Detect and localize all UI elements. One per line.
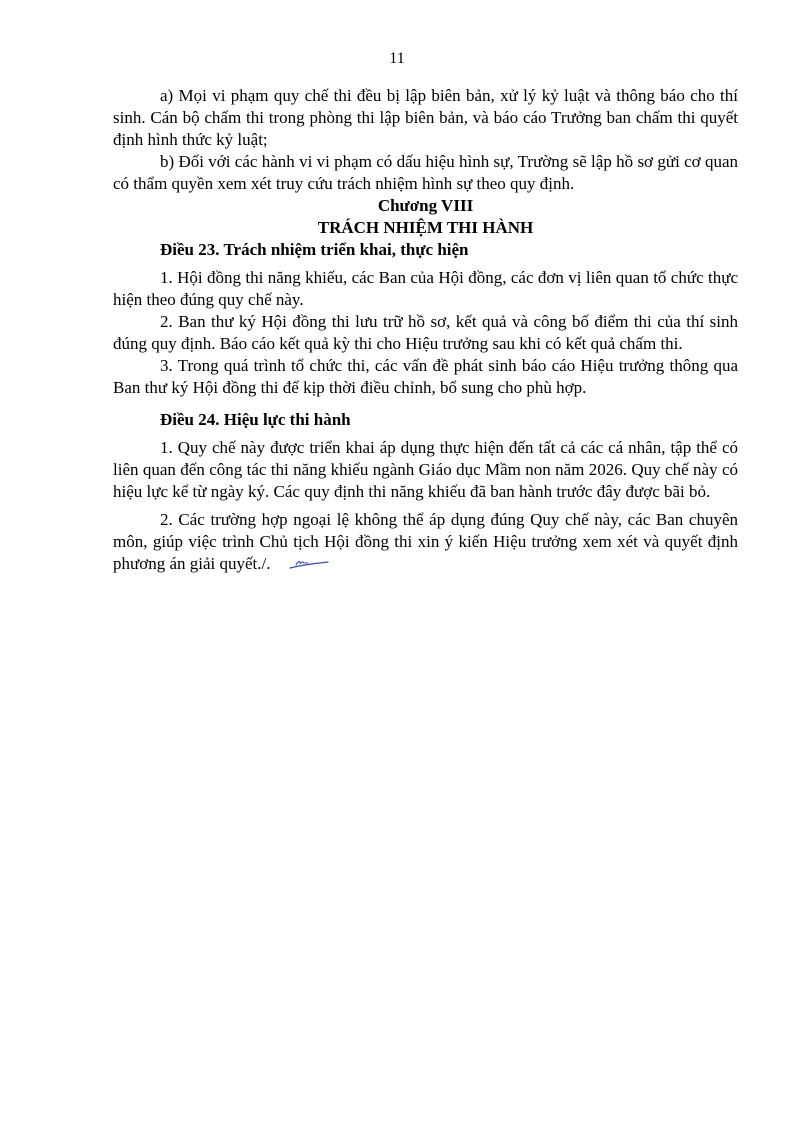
article-24-item-1: 1. Quy chế này được triển khai áp dụng thực hiện đến tất cả các cá nhân, tập thể có liên quan đến công tác thi năng khiếu ngành Giáo dục Mầm non năm 2026. Quy chế này có hiệu lực kể từ ngày ký. Các quy định thi năng khiếu đã ban hành trước đây được bãi bỏ. xyxy=(113,438,738,501)
article-23-item-3: 3. Trong quá trình tổ chức thi, các vấn đề phát sinh báo cáo Hiệu trưởng thông qua Ban thư ký Hội đồng thi để kịp thời điều chỉnh, bổ sung cho phù hợp. xyxy=(113,356,738,397)
chapter-number: Chương VIII xyxy=(377,196,474,215)
article-23-item-1: 1. Hội đồng thi năng khiếu, các Ban của Hội đồng, các đơn vị liên quan tổ chức thực hiện theo đúng quy chế này. xyxy=(113,268,738,309)
chapter-title: TRÁCH NHIỆM THI HÀNH xyxy=(317,218,534,237)
article-24-heading: Điều 24. Hiệu lực thi hành xyxy=(160,410,351,429)
article-24-item-2 xyxy=(113,509,738,575)
paragraph-violation-b: b) Đối với các hành vi vi phạm có dấu hiệu hình sự, Trường sẽ lập hồ sơ gửi cơ quan có thẩm quyền xem xét truy cứu trách nhiệm hình sự theo quy định. xyxy=(113,152,738,193)
page-number: 11 xyxy=(389,50,405,67)
signature-initials-icon xyxy=(288,557,330,573)
paragraph-violation-a: a) Mọi vi phạm quy chế thi đều bị lập biên bản, xử lý kỷ luật và thông báo cho thí sinh. Cán bộ chấm thi trong phòng thi lập biên bản, và báo cáo Trưởng ban chấm thi quyết định hình thức kỷ luật; xyxy=(113,86,738,149)
article-24-item-2-text: 2. Các trường hợp ngoại lệ không thể áp dụng đúng Quy chế này, các Ban chuyên môn, giúp việc trình Chủ tịch Hội đồng thi xin ý kiến Hiệu trưởng xem xét và quyết định phương án giải quyết./. xyxy=(113,510,738,573)
document-body xyxy=(113,85,738,575)
article-23-heading: Điều 23. Trách nhiệm triển khai, thực hiện xyxy=(160,240,469,259)
article-23-item-2: 2. Ban thư ký Hội đồng thi lưu trữ hồ sơ, kết quả và công bố điểm thi của thí sinh đúng quy định. Báo cáo kết quả kỳ thi cho Hiệu trưởng sau khi có kết quả chấm thi. xyxy=(113,312,738,353)
